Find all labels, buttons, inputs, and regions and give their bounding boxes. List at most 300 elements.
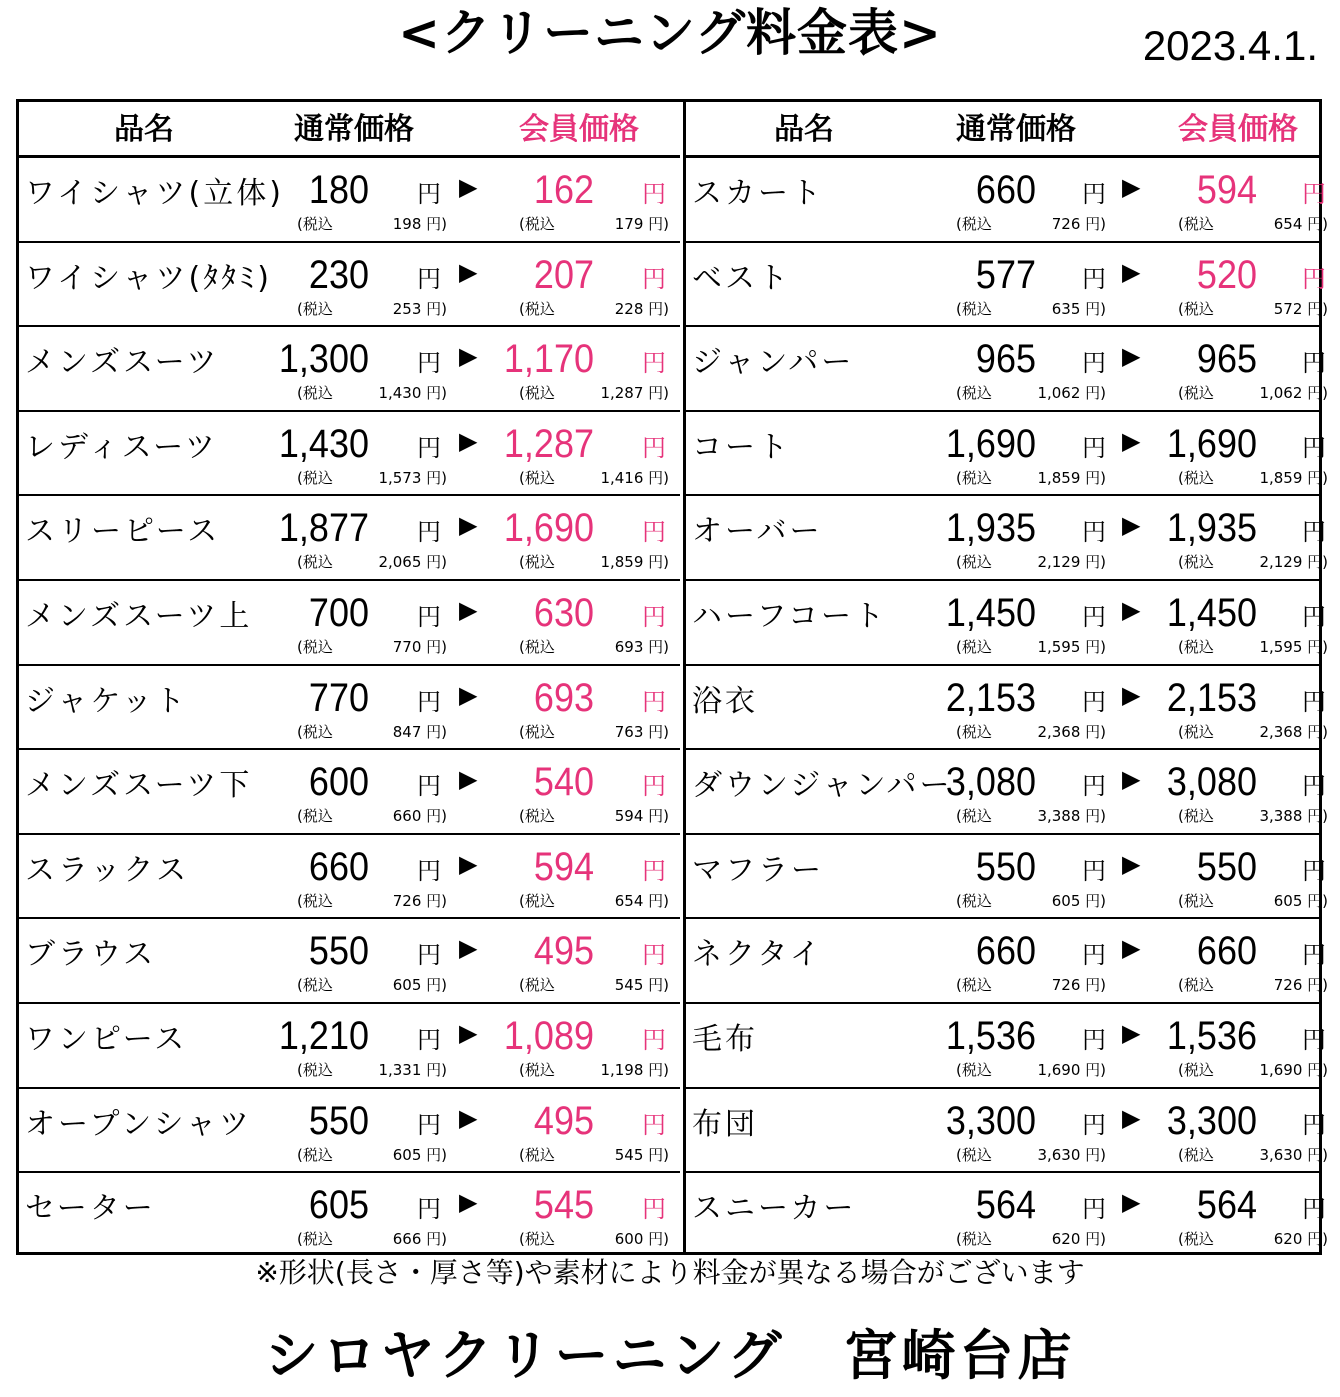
tax-label: (税込 [1178,807,1214,826]
normal-price: 1,935 [945,506,1036,551]
tax-value: 605 円) [392,976,447,995]
yen-label: 円 [1302,180,1326,208]
tax-label: (税込 [956,1145,992,1164]
tax-value: 726 円) [1051,976,1106,995]
yen-label: 円 [1302,1195,1326,1224]
normal-price: 577 [975,252,1036,297]
tax-value: 545 円) [614,976,669,995]
tax-label: (税込 [297,468,333,487]
tax-label: (税込 [297,1061,333,1079]
yen-label: 円 [1302,264,1326,293]
tax-label: (税込 [956,299,992,318]
tax-label: (税込 [1178,722,1214,741]
arrow-icon: ▶ [459,849,478,878]
tax-label: (税込 [519,638,555,656]
tax-value: 545 円) [614,1145,669,1164]
tax-label: (税込 [956,807,992,826]
tax-label: (税込 [297,638,333,656]
table-row [19,327,680,412]
table-row [686,750,1328,835]
arrow-icon: ▶ [459,342,478,371]
table-row [19,666,680,751]
yen-label: 円 [642,1110,666,1139]
yen-label: 円 [1082,433,1106,462]
yen-label: 円 [417,518,441,547]
tax-value: 3,388 円) [1259,807,1328,826]
yen-label: 円 [1082,518,1106,547]
item-name: ブラウス [25,937,157,973]
table-row [19,581,680,666]
tax-value: 693 円) [614,638,669,656]
table-row [686,158,1328,243]
item-name: オープンシャツ [25,1106,252,1142]
item-name: スリーピース [25,514,221,550]
arrow-icon: ▶ [1122,596,1141,624]
member-price: 1,287 [503,421,594,466]
yen-label: 円 [1082,1026,1106,1054]
normal-price: 1,536 [945,1014,1036,1058]
tax-value: 600 円) [614,1230,669,1249]
tax-label: (税込 [1178,1230,1214,1249]
tax-label: (税込 [519,1230,555,1249]
yen-label: 円 [417,603,441,631]
yen-label: 円 [1082,349,1106,378]
item-name: レディスーツ [25,429,218,465]
tax-label: (税込 [956,891,992,910]
item-name: オーバー [692,514,823,550]
table-row [19,243,680,328]
tax-value: 770 円) [392,638,447,656]
tax-label: (税込 [297,722,333,741]
tax-label: (税込 [297,976,333,995]
normal-price: 770 [308,675,369,720]
normal-price: 230 [308,252,369,297]
member-price: 564 [1196,1183,1257,1228]
table-row [686,243,1328,328]
normal-price: 550 [308,929,369,974]
arrow-icon: ▶ [1122,342,1141,371]
item-name: ジャケット [25,683,188,719]
item-name: 毛布 [692,1022,758,1057]
tax-value: 3,630 円) [1037,1145,1106,1164]
tax-label: (税込 [956,468,992,487]
member-price: 495 [533,1098,594,1143]
tax-value: 1,062 円) [1259,384,1328,403]
normal-price: 605 [308,1183,369,1228]
yen-label: 円 [1082,264,1106,293]
normal-price: 550 [308,1098,369,1143]
header-item: 品名 [114,112,174,147]
yen-label: 円 [1082,603,1106,631]
yen-label: 円 [1302,603,1326,631]
price-table-right [686,102,1328,1252]
yen-label: 円 [1302,1026,1326,1054]
arrow-icon: ▶ [459,1188,478,1217]
member-price: 594 [533,844,594,889]
tax-label: (税込 [956,1061,992,1079]
table-row [19,496,680,581]
header-normal-price: 通常価格 [294,112,414,147]
normal-price: 700 [308,591,369,635]
tax-label: (税込 [1178,1061,1214,1079]
tax-value: 654 円) [1273,215,1328,233]
yen-label: 円 [1082,1110,1106,1139]
tax-label: (税込 [1178,299,1214,318]
header-item: 品名 [774,112,834,147]
item-name: スラックス [25,852,190,888]
item-name: ハーフコート [692,599,887,634]
yen-label: 円 [417,941,441,970]
tax-label: (税込 [956,638,992,656]
yen-label: 円 [1302,856,1326,885]
arrow-icon: ▶ [1122,426,1141,455]
tax-value: 1,690 円) [1037,1061,1106,1079]
item-name: メンズスーツ下 [25,768,253,804]
table-row [19,919,680,1004]
tax-value: 1,430 円) [378,384,447,403]
tax-label: (税込 [519,722,555,741]
item-name: 浴衣 [692,683,758,719]
normal-price: 1,450 [945,591,1036,635]
tax-label: (税込 [297,891,333,910]
normal-price: 600 [308,760,369,805]
yen-label: 円 [642,433,666,462]
arrow-icon: ▶ [1122,765,1141,794]
table-row [686,1089,1328,1174]
tax-value: 2,129 円) [1037,553,1106,572]
yen-label: 円 [1302,349,1326,378]
tax-label: (税込 [956,1230,992,1249]
tax-label: (税込 [1178,553,1214,572]
arrow-icon: ▶ [459,934,478,963]
normal-price: 660 [975,168,1036,212]
tax-label: (税込 [1178,468,1214,487]
yen-label: 円 [1302,941,1326,970]
tax-label: (税込 [1178,1145,1214,1164]
tax-value: 1,690 円) [1259,1061,1328,1079]
normal-price: 2,153 [945,675,1036,720]
member-price: 545 [533,1183,594,1228]
item-name: スカート [692,176,824,211]
member-price: 207 [533,252,594,297]
item-name: 布団 [692,1106,758,1142]
item-name: ジャンパー [692,345,855,381]
yen-label: 円 [417,1026,441,1054]
tax-label: (税込 [1178,891,1214,910]
arrow-icon: ▶ [1122,173,1141,201]
yen-label: 円 [1082,1195,1106,1224]
member-price: 550 [1196,844,1257,889]
tax-label: (税込 [519,807,555,826]
tax-value: 605 円) [1273,891,1328,910]
tax-label: (税込 [956,384,992,403]
normal-price: 1,210 [278,1014,369,1058]
arrow-icon: ▶ [1122,1103,1141,1132]
item-name: コート [692,429,791,465]
yen-label: 円 [1082,687,1106,716]
yen-label: 円 [417,433,441,462]
header-normal-price: 通常価格 [956,112,1076,147]
table-row [19,835,680,920]
tax-label: (税込 [956,976,992,995]
yen-label: 円 [1302,433,1326,462]
arrow-icon: ▶ [459,1019,478,1047]
yen-label: 円 [417,1110,441,1139]
header-row [19,102,680,158]
tax-label: (税込 [1178,215,1214,233]
arrow-icon: ▶ [459,511,478,540]
member-price: 693 [533,675,594,720]
arrow-icon: ▶ [1122,849,1141,878]
yen-label: 円 [642,603,666,631]
item-name: メンズスーツ上 [25,599,253,634]
tax-value: 1,287 円) [600,384,669,403]
tax-value: 726 円) [1051,215,1106,233]
tax-value: 1,859 円) [1259,468,1328,487]
tax-value: 1,331 円) [378,1061,447,1079]
normal-price: 550 [975,844,1036,889]
tax-label: (税込 [297,299,333,318]
table-row [686,327,1328,412]
member-price: 540 [533,760,594,805]
member-price: 2,153 [1166,675,1257,720]
member-price: 965 [1196,337,1257,382]
arrow-icon: ▶ [459,426,478,455]
tax-value: 605 円) [392,1145,447,1164]
table-row [686,496,1328,581]
tax-value: 198 円) [392,215,447,233]
tax-label: (税込 [519,553,555,572]
member-price: 1,690 [1166,421,1257,466]
yen-label: 円 [417,772,441,801]
member-price: 1,536 [1166,1014,1257,1058]
tax-value: 620 円) [1051,1230,1106,1249]
normal-price: 1,300 [278,337,369,382]
tax-value: 660 円) [392,807,447,826]
tax-value: 253 円) [392,299,447,318]
yen-label: 円 [417,1195,441,1224]
tax-value: 1,416 円) [600,468,669,487]
tax-label: (税込 [519,468,555,487]
member-price: 520 [1196,252,1257,297]
tax-value: 228 円) [614,299,669,318]
arrow-icon: ▶ [459,680,478,709]
store-name: シロヤクリーニング 宮崎台店 [264,1324,1076,1387]
item-name: ダウンジャンパー [692,768,953,804]
arrow-icon: ▶ [459,257,478,286]
item-name: スニーカー [692,1191,857,1227]
tax-label: (税込 [1178,638,1214,656]
item-name: セーター [25,1191,156,1227]
table-row [19,750,680,835]
normal-price: 3,300 [945,1098,1036,1143]
table-row [686,1004,1328,1089]
tax-value: 1,198 円) [600,1061,669,1079]
tax-label: (税込 [297,215,333,233]
yen-label: 円 [1082,856,1106,885]
table-row [686,581,1328,666]
arrow-icon: ▶ [459,596,478,624]
table-row [686,412,1328,497]
member-price: 3,080 [1166,760,1257,805]
tax-value: 1,595 円) [1259,638,1328,656]
yen-label: 円 [1302,1110,1326,1139]
table-row [19,158,680,243]
tax-value: 605 円) [1051,891,1106,910]
arrow-icon: ▶ [459,1103,478,1132]
item-name: ベスト [692,260,791,296]
member-price: 3,300 [1166,1098,1257,1143]
yen-label: 円 [417,687,441,716]
arrow-icon: ▶ [1122,257,1141,286]
tax-label: (税込 [297,1230,333,1249]
tax-value: 847 円) [392,722,447,741]
yen-label: 円 [642,264,666,293]
yen-label: 円 [1082,180,1106,208]
tax-value: 1,595 円) [1037,638,1106,656]
tax-label: (税込 [1178,384,1214,403]
arrow-icon: ▶ [1122,1019,1141,1047]
table-row [686,919,1328,1004]
table-row [19,1089,680,1174]
tax-label: (税込 [1178,976,1214,995]
item-name: ネクタイ [692,937,823,973]
item-name: マフラー [692,852,824,888]
table-row [19,1173,680,1258]
member-price: 1,089 [503,1014,594,1058]
tax-label: (税込 [297,1145,333,1164]
tax-label: (税込 [519,384,555,403]
tax-value: 654 円) [614,891,669,910]
normal-price: 660 [975,929,1036,974]
header-row [686,102,1319,158]
member-price: 1,450 [1166,591,1257,635]
tax-label: (税込 [519,299,555,318]
tax-value: 2,368 円) [1037,722,1106,741]
normal-price: 180 [308,168,369,212]
yen-label: 円 [417,180,441,208]
table-row [686,666,1328,751]
member-price: 162 [533,168,594,212]
tax-value: 2,065 円) [378,553,447,572]
tax-value: 594 円) [614,807,669,826]
yen-label: 円 [1082,772,1106,801]
yen-label: 円 [417,856,441,885]
tax-value: 635 円) [1051,299,1106,318]
normal-price: 3,080 [945,760,1036,805]
tax-label: (税込 [956,553,992,572]
tax-value: 572 円) [1273,299,1328,318]
tax-value: 2,129 円) [1259,553,1328,572]
tax-label: (税込 [519,1145,555,1164]
normal-price: 1,877 [278,506,369,551]
member-price: 1,690 [503,506,594,551]
page-title: <クリーニング料金表> [398,4,942,62]
tax-label: (税込 [297,384,333,403]
tax-label: (税込 [956,722,992,741]
yen-label: 円 [1082,941,1106,970]
tax-value: 726 円) [392,891,447,910]
tax-label: (税込 [519,1061,555,1079]
member-price: 495 [533,929,594,974]
effective-date: 2023.4.1. [1142,22,1318,69]
yen-label: 円 [642,1195,666,1224]
member-price: 1,935 [1166,506,1257,551]
yen-label: 円 [642,180,666,208]
yen-label: 円 [1302,518,1326,547]
header-member-price: 会員価格 [519,112,639,147]
member-price: 1,170 [503,337,594,382]
table-row [19,1004,680,1089]
member-price: 630 [533,591,594,635]
price-table-left [19,102,680,1252]
tax-label: (税込 [519,215,555,233]
tax-value: 3,630 円) [1259,1145,1328,1164]
tax-label: (税込 [297,807,333,826]
tax-value: 666 円) [392,1230,447,1249]
yen-label: 円 [642,772,666,801]
table-row [686,1173,1328,1258]
tax-value: 763 円) [614,722,669,741]
tax-label: (税込 [297,553,333,572]
tax-label: (税込 [519,976,555,995]
tax-value: 1,062 円) [1037,384,1106,403]
table-row [19,412,680,497]
tax-value: 726 円) [1273,976,1328,995]
yen-label: 円 [642,518,666,547]
header-member-price: 会員価格 [1178,112,1298,147]
price-table [16,99,1328,1255]
yen-label: 円 [1302,687,1326,716]
arrow-icon: ▶ [1122,680,1141,709]
item-name: メンズスーツ [25,345,220,381]
tax-value: 620 円) [1273,1230,1328,1249]
tax-value: 2,368 円) [1259,722,1328,741]
yen-label: 円 [642,856,666,885]
yen-label: 円 [417,349,441,378]
tax-value: 179 円) [614,215,669,233]
normal-price: 965 [975,337,1036,382]
arrow-icon: ▶ [1122,511,1141,540]
yen-label: 円 [642,687,666,716]
normal-price: 564 [975,1183,1036,1228]
item-name: ワイシャツ(ﾀﾀﾐ) [25,260,272,296]
yen-label: 円 [642,349,666,378]
normal-price: 660 [308,844,369,889]
arrow-icon: ▶ [1122,1188,1141,1217]
arrow-icon: ▶ [459,765,478,794]
normal-price: 1,690 [945,421,1036,466]
tax-label: (税込 [956,215,992,233]
yen-label: 円 [417,264,441,293]
item-name: ワンピース [25,1022,188,1057]
table-row [686,835,1328,920]
tax-label: (税込 [519,891,555,910]
normal-price: 1,430 [278,421,369,466]
arrow-icon: ▶ [459,173,478,201]
price-note: ※形状(長さ・厚さ等)や素材により料金が異なる場合がございます [255,1256,1085,1289]
tax-value: 1,573 円) [378,468,447,487]
tax-value: 3,388 円) [1037,807,1106,826]
yen-label: 円 [1302,772,1326,801]
member-price: 594 [1196,168,1257,212]
yen-label: 円 [642,941,666,970]
arrow-icon: ▶ [1122,934,1141,963]
yen-label: 円 [642,1026,666,1054]
tax-value: 1,859 円) [1037,468,1106,487]
item-name: ワイシャツ(立体) [25,176,284,211]
tax-value: 1,859 円) [600,553,669,572]
